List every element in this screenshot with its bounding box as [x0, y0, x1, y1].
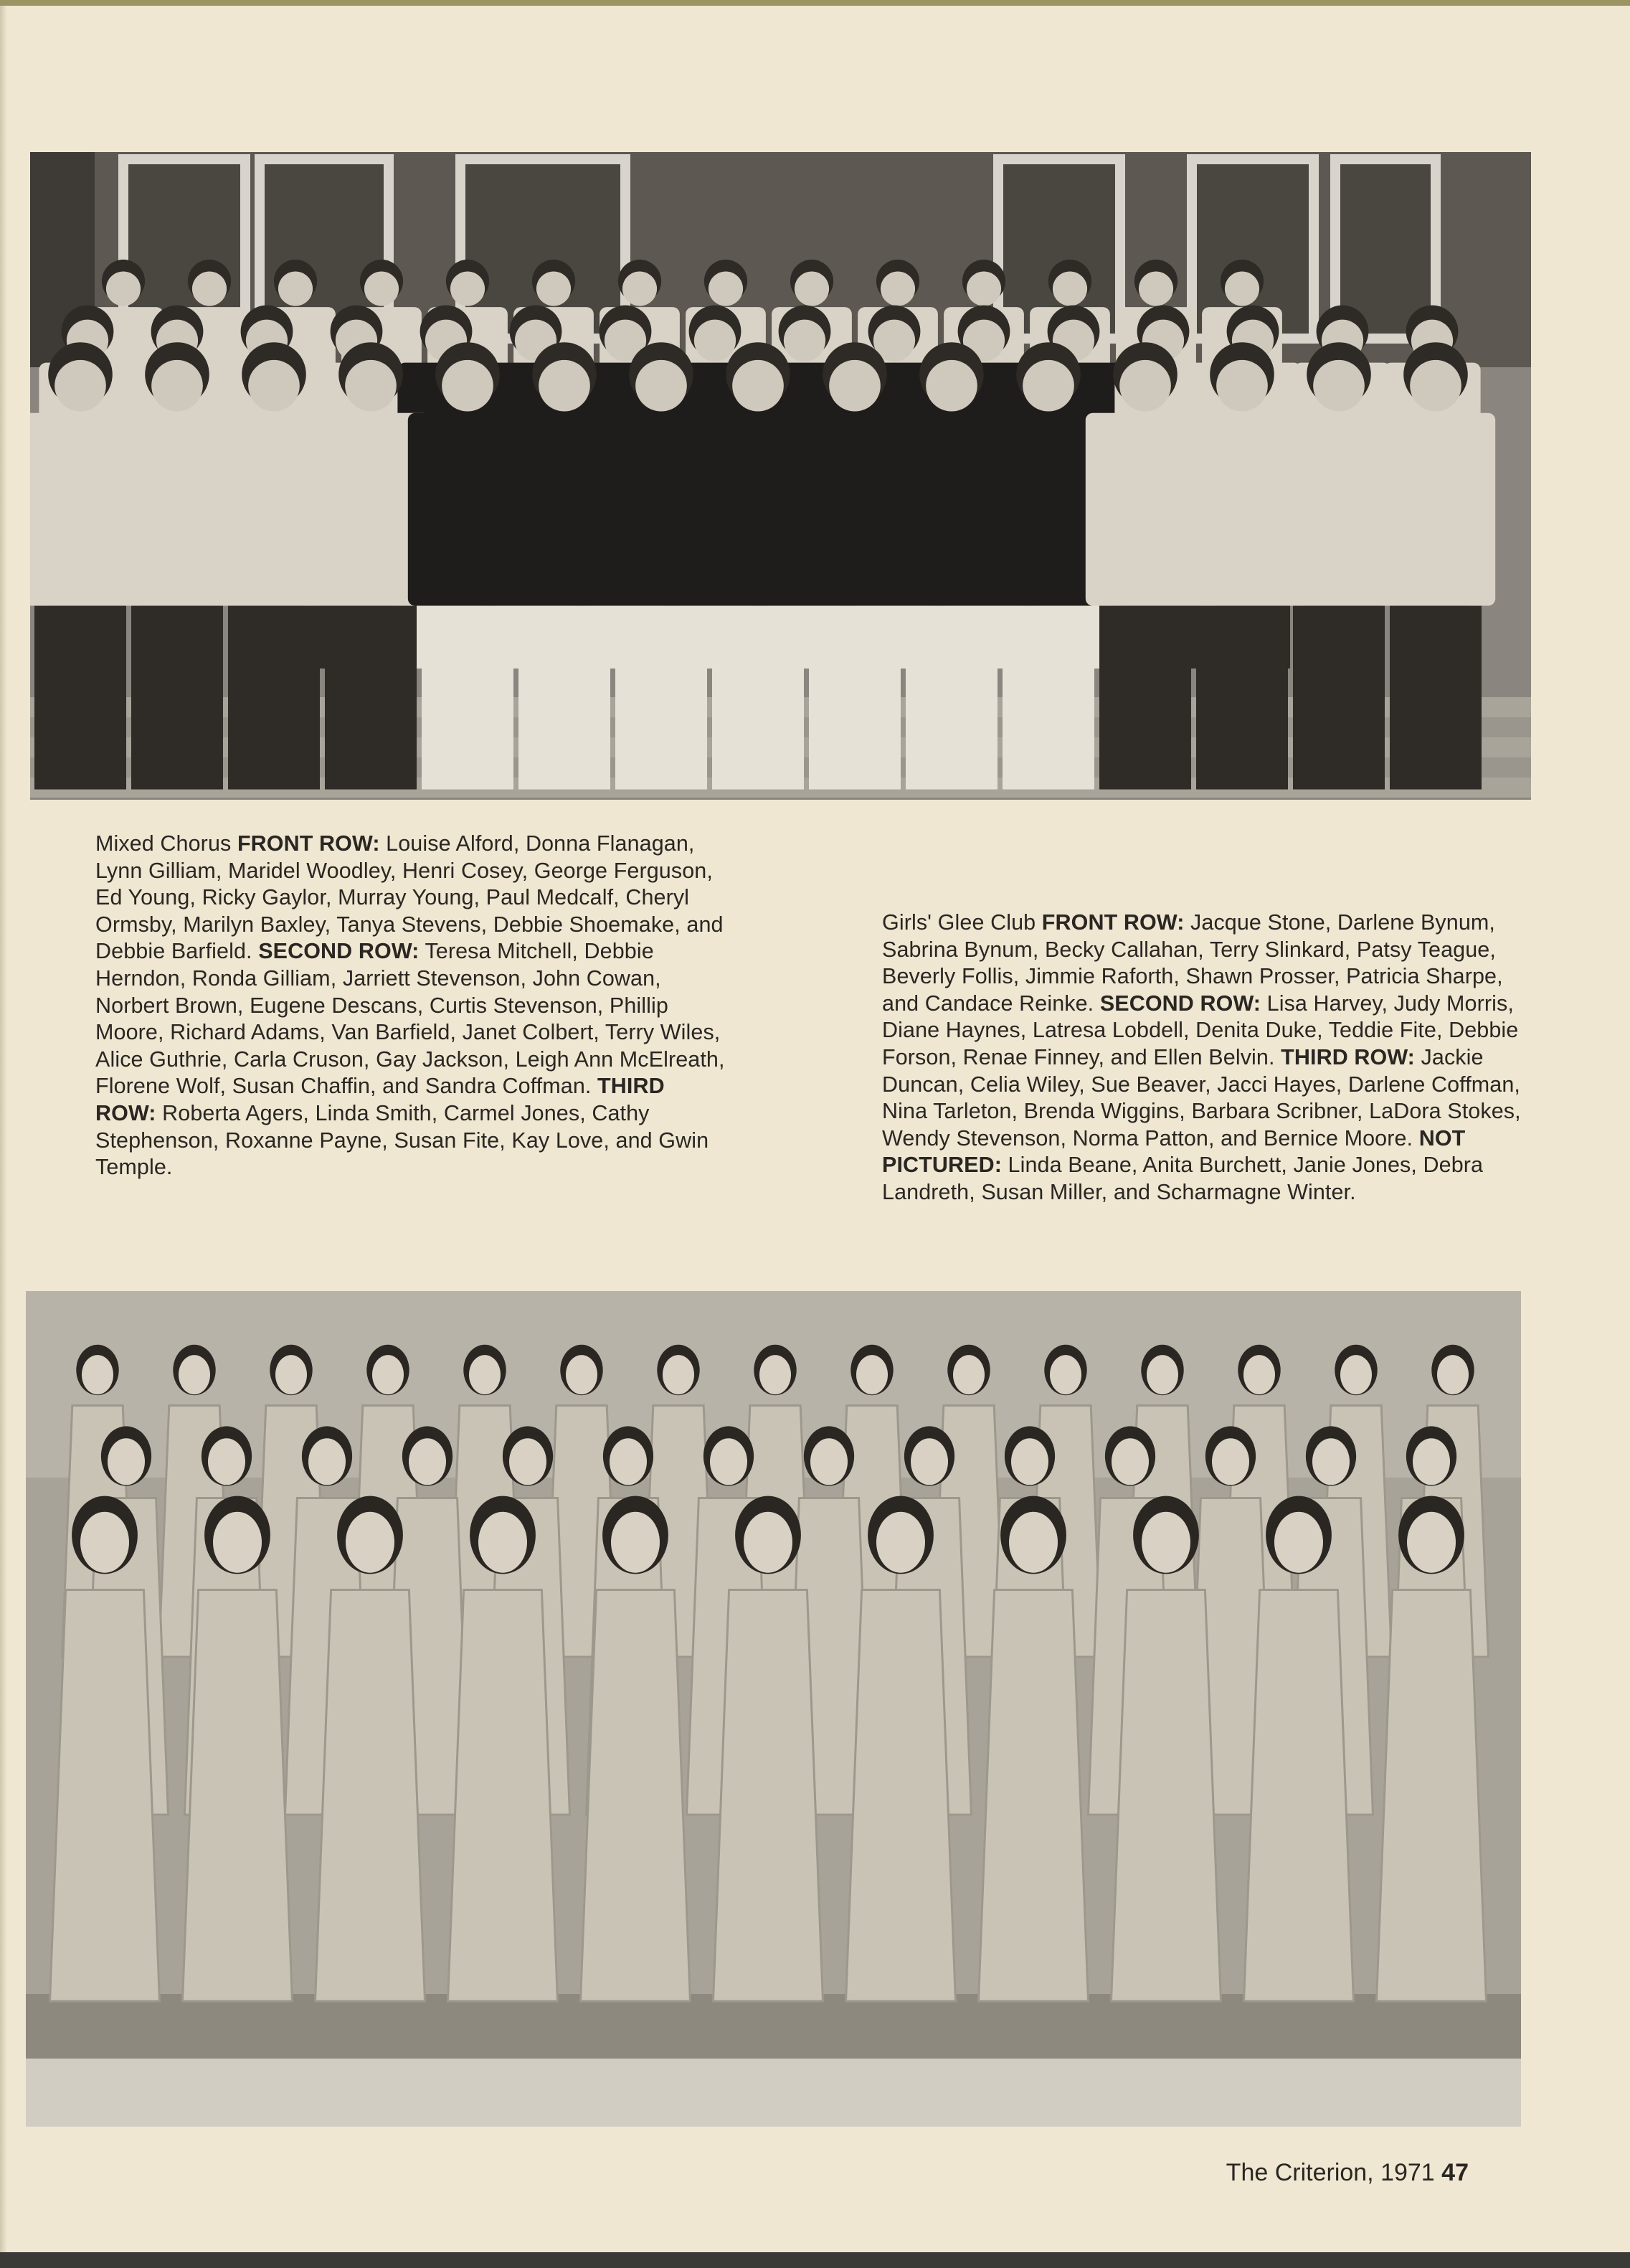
page-edge-bottom — [0, 2252, 1630, 2268]
person-face — [795, 271, 829, 306]
girls-glee-club-photo-art — [26, 1291, 1521, 2127]
person-legs — [228, 606, 320, 790]
person-legs — [712, 606, 804, 790]
person-face — [55, 360, 106, 412]
singer-face — [208, 1438, 245, 1485]
girls-glee-club-photo — [26, 1291, 1521, 2127]
singer-gown — [846, 1590, 956, 2002]
person-legs — [1003, 606, 1094, 790]
person-legs — [325, 606, 417, 790]
person-face — [881, 271, 915, 306]
person-face — [536, 271, 571, 306]
riser — [26, 1994, 1521, 2059]
person-torso — [1376, 413, 1495, 606]
caption-row-label: SECOND ROW: — [1099, 991, 1261, 1016]
singer-face — [1147, 1355, 1178, 1394]
caption-row-label: FRONT ROW: — [1041, 910, 1185, 935]
person-face — [151, 360, 203, 412]
singer-face — [1407, 1512, 1456, 1573]
page-footer — [1226, 2159, 1469, 2187]
singer-face — [566, 1355, 597, 1394]
singer-face — [82, 1355, 113, 1394]
singer-face — [1413, 1438, 1450, 1485]
singer-face — [610, 1438, 647, 1485]
singer-face — [1437, 1355, 1469, 1394]
page-number: 47 — [1441, 2159, 1469, 2186]
singer-face — [1243, 1355, 1275, 1394]
person-face — [1023, 360, 1074, 412]
singer-face — [1050, 1355, 1081, 1394]
person-face — [192, 271, 227, 306]
caption-group-name: Mixed Chorus — [95, 831, 232, 856]
singer-face — [810, 1438, 848, 1485]
singer-gown — [448, 1590, 558, 2002]
person-face — [450, 271, 485, 306]
person-face — [1313, 360, 1365, 412]
person-legs — [1293, 606, 1385, 790]
singer-face — [663, 1355, 694, 1394]
singer-face — [1112, 1438, 1149, 1485]
girls-glee-club-caption — [882, 909, 1535, 1206]
singer-face — [409, 1438, 446, 1485]
caption-names: Linda Beane, Anita Burchett, Janie Jones, Debra Landreth, Susan Miller, and Scharmagne Winter. — [882, 1153, 1484, 1204]
person-face — [442, 360, 493, 412]
person-face — [622, 271, 657, 306]
mixed-chorus-photo — [30, 152, 1531, 800]
caption-names: Roberta Agers, Linda Smith, Carmel Jones, Cathy Stephenson, Roxanne Payne, Susan Fite, Kay Love, and Gwin Temple. — [95, 1100, 709, 1180]
person-face — [345, 360, 397, 412]
publication-name: The Criterion, 1971 — [1226, 2159, 1435, 2186]
person-face — [784, 320, 825, 362]
caption-row-label: THIRD ROW: — [1281, 1044, 1415, 1069]
person-face — [967, 271, 1001, 306]
person-face — [278, 271, 313, 306]
singer-face — [744, 1512, 792, 1573]
singer-face — [179, 1355, 210, 1394]
caption-row-label: THIRD ROW: — [95, 1074, 665, 1125]
caption-names: Louise Alford, Donna Flanagan, Lynn Gilliam, Maridel Woodley, Henri Cosey, George Ferguson, Ed Young, Ricky Gaylor, Murray Young, Paul Medcalf, Cheryl Ormsby, Marilyn Baxley, Tanya Stevens, Debbie Shoemake, and Debbie Barfield. — [95, 831, 724, 964]
singer-gown — [1112, 1590, 1221, 2002]
singer-face — [1312, 1438, 1350, 1485]
mixed-chorus-photo-art — [30, 152, 1531, 800]
singer-gown — [183, 1590, 293, 2002]
person-legs — [809, 606, 901, 790]
person-face — [694, 320, 736, 362]
person-legs — [131, 606, 223, 790]
person-face — [1139, 271, 1173, 306]
singer-gown — [1377, 1590, 1487, 2002]
singer-face — [856, 1355, 888, 1394]
singer-face — [308, 1438, 346, 1485]
person-face — [539, 360, 590, 412]
person-face — [1410, 360, 1461, 412]
singer-face — [372, 1355, 404, 1394]
person-face — [364, 271, 399, 306]
person-face — [1119, 360, 1171, 412]
person-legs — [906, 606, 998, 790]
singer-face — [876, 1512, 925, 1573]
singer-gown — [714, 1590, 823, 2002]
singer-face — [275, 1355, 307, 1394]
singer-gown — [581, 1590, 691, 2002]
singer-face — [108, 1438, 145, 1485]
person-legs — [1099, 606, 1191, 790]
person-face — [635, 360, 687, 412]
singer-face — [478, 1512, 527, 1573]
person-face — [732, 360, 784, 412]
person-face — [926, 360, 977, 412]
stage-floor — [26, 2059, 1521, 2127]
singer-gown — [979, 1590, 1089, 2002]
singer-face — [346, 1512, 394, 1573]
singer-face — [1009, 1512, 1058, 1573]
person-face — [106, 271, 141, 306]
person-face — [1053, 271, 1087, 306]
person-legs — [422, 606, 513, 790]
singer-face — [710, 1438, 747, 1485]
caption-names: Teresa Mitchell, Debbie Herndon, Ronda Gilliam, Jarriett Stevenson, John Cowan, Norbert Brown, Eugene Descans, Curtis Stevenson, Phillip Moore, Richard Adams, Van Barfield, Janet Colbert, Terry Wiles, Alice Guthrie, Carla Cruson, Gay Jackson, Leigh Ann McElreath, Florene Wolf, Susan Chaffin, and Sandra Coffman. — [95, 939, 725, 1099]
caption-names: Lisa Harvey, Judy Morris, Diane Haynes, Latresa Lobdell, Denita Duke, Teddie Fite, Debbie Forson, Renae Finney, and Ellen Belvin. — [882, 991, 1519, 1069]
page-edge-top — [0, 0, 1630, 6]
singer-face — [1011, 1438, 1048, 1485]
caption-row-label: SECOND ROW: — [258, 939, 420, 964]
person-legs — [34, 606, 126, 790]
singer-face — [611, 1512, 660, 1573]
singer-face — [911, 1438, 948, 1485]
singer-face — [80, 1512, 129, 1573]
person-face — [829, 360, 881, 412]
person-legs — [615, 606, 707, 790]
singer-face — [1212, 1438, 1249, 1485]
person-legs — [1196, 606, 1288, 790]
caption-names: Jackie Duncan, Celia Wiley, Sue Beaver, Jacci Hayes, Darlene Coffman, Nina Tarleton, Brenda Wiggins, Barbara Scribner, LaDora Stokes, Wendy Stevenson, Norma Patton, and Bernice Moore. — [882, 1044, 1521, 1150]
singer-face — [509, 1438, 546, 1485]
singer-face — [213, 1512, 262, 1573]
caption-row-label: NOT PICTURED: — [882, 1125, 1466, 1178]
mixed-chorus-caption — [95, 831, 726, 1181]
caption-names: Jacque Stone, Darlene Bynum, Sabrina Bynum, Becky Callahan, Terry Slinkard, Patsy Teague, Beverly Follis, Jimmie Raforth, Shawn Prosser, Patricia Sharpe, and Candace Reinke. — [882, 910, 1503, 1016]
singer-face — [759, 1355, 791, 1394]
singer-face — [1142, 1512, 1190, 1573]
page-edge-left — [0, 6, 7, 2268]
person-face — [709, 271, 743, 306]
person-face — [248, 360, 300, 412]
person-face — [1225, 271, 1259, 306]
singer-face — [953, 1355, 985, 1394]
person-legs — [1390, 606, 1482, 790]
caption-group-name: Girls' Glee Club — [882, 910, 1036, 935]
singer-face — [469, 1355, 501, 1394]
singer-face — [1274, 1512, 1323, 1573]
singer-gown — [1244, 1590, 1354, 2002]
singer-face — [1340, 1355, 1372, 1394]
singer-gown — [50, 1590, 160, 2002]
person-face — [1216, 360, 1268, 412]
person-legs — [518, 606, 610, 790]
caption-row-label: FRONT ROW: — [237, 831, 380, 856]
singer-gown — [316, 1590, 425, 2002]
